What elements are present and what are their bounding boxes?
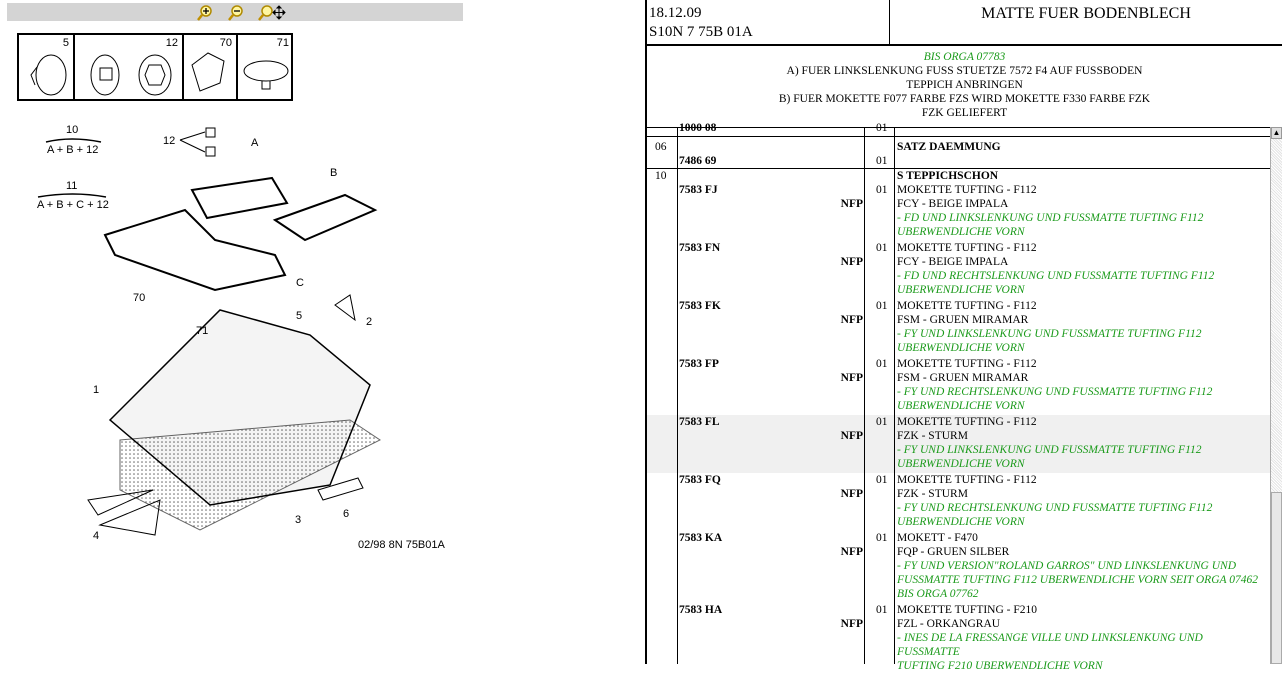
nfp-flag: NFP <box>840 256 863 268</box>
zoom-toolbar <box>7 3 463 21</box>
quantity: 01 <box>876 604 888 616</box>
table-row[interactable]: 7583 FL NFP 01 MOKETTE TUFTING - F112 FZK - STURM - FY UND LINKSLENKUNG UND FUSSMATTE TUFTING F112 UBERWENDLICHE VORN <box>647 415 1270 473</box>
nfp-flag: NFP <box>840 546 863 558</box>
part-71: 71 <box>238 35 293 99</box>
quantity: 01 <box>876 416 888 428</box>
nfp-flag: NFP <box>840 618 863 630</box>
quantity: 01 <box>876 474 888 486</box>
zoom-in-icon[interactable] <box>195 4 217 21</box>
part-5: 5 <box>19 35 75 99</box>
notes: BIS ORGA 07783 A) FUER LINKSLENKUNG FUSS STUETZE 7572 F4 AUF FUSSBODEN TEPPICH ANBRINGEN B) FUER MOKETTE F077 FARBE FZS WIRD MOKETTE F330 FARBE FZK FZK GELIEFERT <box>778 51 1151 119</box>
part-70: 70 <box>184 35 238 99</box>
zoom-out-icon[interactable] <box>226 4 248 21</box>
part-number: 7583 KA <box>679 532 723 544</box>
table-row[interactable]: 7583 HA NFP 01 MOKETTE TUFTING - F210 FZL - ORKANGRAU - INES DE LA FRESSANGE VILLE UND LINKSLENKUNG UND FUSSMATTE TUFTING F210 UBERWENDLICHE VORN <box>679 604 1203 672</box>
part-number: 7583 FJ <box>679 184 718 196</box>
nfp-flag: NFP <box>840 430 863 442</box>
table-row[interactable]: 7583 FJ NFP 01 MOKETTE TUFTING - F112 FCY - BEIGE IMPALA - FD UND LINKSLENKUNG UND FUSSMATTE TUFTING F112 UBERWENDLICHE VORN <box>679 184 1204 238</box>
table-row[interactable]: 7583 FQ NFP 01 MOKETTE TUFTING - F112 FZK - STURM - FY UND RECHTSLENKUNG UND FUSSMATTE TUFTING F112 UBERWENDLICHE VORN <box>679 474 1213 528</box>
exploded-diagram <box>0 120 470 550</box>
scroll-up-button[interactable]: ▲ <box>1272 128 1281 137</box>
quantity: 01 <box>876 358 888 370</box>
diagram-panel: 5 12 70 71 10 A + B + 12 11 A + B + C + 12 12 A B C 70 71 5 2 1 4 3 6 02/98 8N 75B01A <box>0 0 470 664</box>
scroll-thumb[interactable] <box>1271 492 1282 664</box>
part-number: 7583 FK <box>679 300 721 312</box>
part-number: 7583 FQ <box>679 474 721 486</box>
nfp-flag: NFP <box>840 314 863 326</box>
catalog-code: S10N 7 75B 01A <box>649 24 753 40</box>
quantity: 01 <box>876 242 888 254</box>
table-row[interactable]: 7583 FK NFP 01 MOKETTE TUFTING - F112 FSM - GRUEN MIRAMAR - FY UND LINKSLENKUNG UND FUSSMATTE TUFTING F112 UBERWENDLICHE VORN <box>679 300 1202 354</box>
parts-document <box>645 0 1281 672</box>
table-row[interactable]: 7583 KA NFP 01 MOKETT - F470 FQP - GRUEN SILBER - FY UND VERSION"ROLAND GARROS" UND LINKSLENKUNG UND FUSSMATTE TUFTING F112 UBERWENDLICHE VORN SEIT ORGA 07462 BIS ORGA 07762 <box>679 532 1258 600</box>
parts-table: 1000 08 01 06 SATZ DAEMMUNG 7486 69 01 10 S TEPPICHSCHON 7583 FJ NFP 01 MOKETTE TUFTING - F112 FCY - BEIGE IMPALA - FD UND LINKSLENKUNG UND FUSSMATTE TUFTING F112 UBERWENDLICHE VORN 7583 FN NFP 01 MOKETTE TUFTING - F112 FCY - BEIGE IMPALA - FD UND RECHTSLENKUNG UND FUSSMATTE TUFTING F112 UBERWENDLICHE VORN 7583 FK NFP 01 MOKETTE TUFTING - F112 FSM - GRUEN MIRAMAR - FY UND LINKSLENKUNG UND FUSSMATTE TUFTING F112 UBERWENDLICHE VORN 7583 FP NFP 01 MOKETTE TUFTING - F112 FSM - GRUEN MIRAMAR - FY UND RECHTSLENKUNG UND FUSSMATTE TUFTING F112 UBERWENDLICHE VORN 7583 FL NFP 01 MOKETTE TUFTING - F112 FZK - STURM - FY UND LINKSLENKUNG UND FUSSMATTE TUFTING F112 UBERWENDLICHE VORN 7583 FQ NFP 01 MOKETTE TUFTING - F112 FZK - STURM - FY UND RECHTSLENKUNG UND FUSSMATTE TUFTING F112 UBERWENDLICHE VORN 7583 KA NFP 01 MOKETT - F470 FQP - GRUEN SILBER - FY UND VERSION"ROLAND GARROS" UND LINKSLENKUNG UND FUSSMATTE TUFTING F112 UBERWENDLICHE VORN SEIT ORGA 07462 BIS ORGA 07762 7583 HA NFP 01 MOKETTE TUFTING - F210 FZL - ORKANGRAU - INES DE LA FRESSANGE VILLE UND LINKSLENKUNG UND FUSSMATTE TUFTING F210 UBERWENDLICHE VORN <box>647 127 1270 664</box>
nfp-flag: NFP <box>840 198 863 210</box>
quantity: 01 <box>876 184 888 196</box>
date: 18.12.09 <box>649 5 702 21</box>
part-12: 12 <box>75 35 184 99</box>
nfp-flag: NFP <box>840 488 863 500</box>
parts-legend <box>17 33 293 101</box>
quantity: 01 <box>876 300 888 312</box>
document-header <box>647 0 1282 46</box>
nfp-flag: NFP <box>840 372 863 384</box>
table-row[interactable]: 7583 FN NFP 01 MOKETTE TUFTING - F112 FCY - BEIGE IMPALA - FD UND RECHTSLENKUNG UND FUSSMATTE TUFTING F112 UBERWENDLICHE VORN <box>679 242 1215 296</box>
quantity: 01 <box>876 532 888 544</box>
part-number: 7583 FN <box>679 242 721 254</box>
zoom-pan-icon[interactable] <box>256 4 286 21</box>
page-title: MATTE FUER BODENBLECH <box>981 5 1191 22</box>
part-number: 7583 FL <box>679 416 720 428</box>
part-number: 7583 HA <box>679 604 723 616</box>
scrollbar[interactable] <box>1270 127 1282 664</box>
part-number: 7583 FP <box>679 358 719 370</box>
table-row[interactable]: 7583 FP NFP 01 MOKETTE TUFTING - F112 FSM - GRUEN MIRAMAR - FY UND RECHTSLENKUNG UND FUSSMATTE TUFTING F112 UBERWENDLICHE VORN <box>679 358 1213 412</box>
